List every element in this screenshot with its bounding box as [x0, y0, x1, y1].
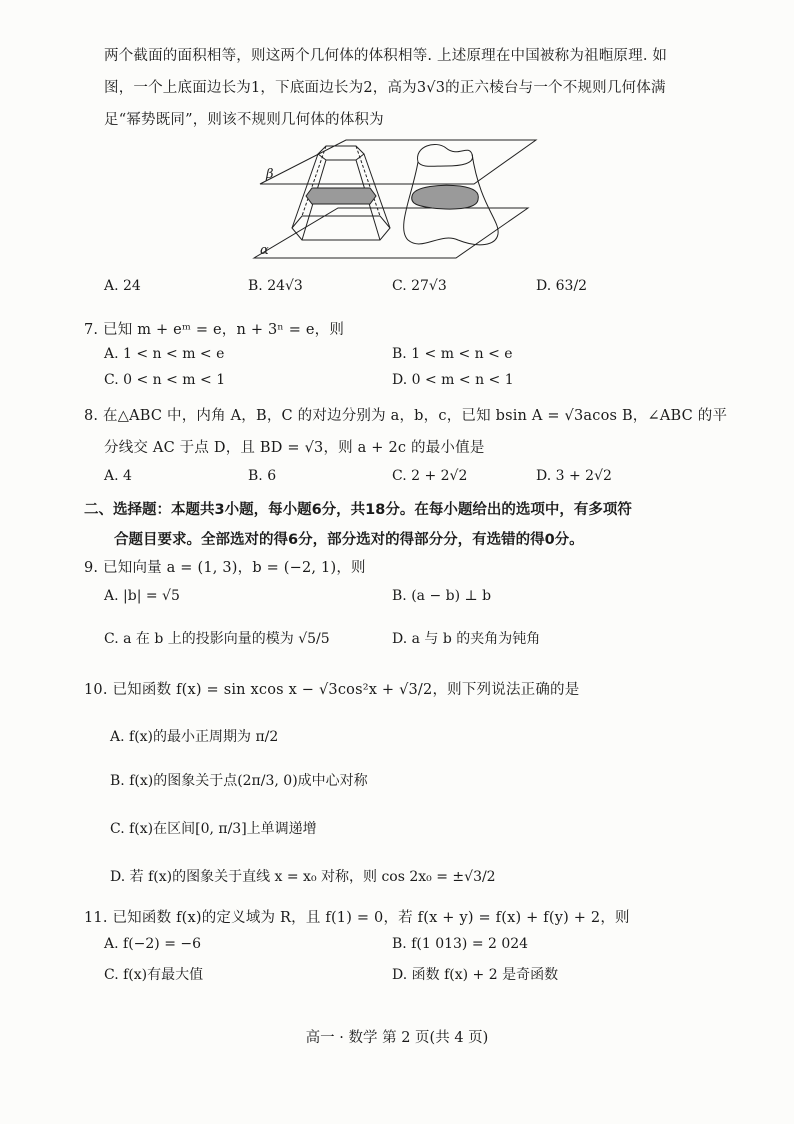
section-2-heading-line-1: 二、选择题：本题共3小题，每小题6分，共18分。在每小题给出的选项中，有多项符 [84, 502, 632, 518]
q6-option-c: C. 27√3 [392, 278, 447, 294]
q11-stem: 11. 已知函数 f(x)的定义域为 R，且 f(1) = 0，若 f(x + y) = f(x) + f(y) + 2，则 [84, 910, 630, 926]
plane-alpha [254, 208, 528, 258]
intro-line-2: 图，一个上底面边长为1，下底面边长为2，高为3√3的正六棱台与一个不规则几何体满 [104, 80, 666, 96]
q8-option-c: C. 2 + 2√2 [392, 468, 468, 484]
q9-option-c: C. a 在 b 上的投影向量的模为 √5/5 [104, 631, 330, 647]
q8-option-b: B. 6 [248, 468, 277, 484]
page-footer: 高一 · 数学 第 2 页(共 4 页) [305, 1030, 489, 1046]
intro-line-3: 足“幂势既同”，则该不规则几何体的体积为 [104, 112, 384, 128]
section-2-heading-line-2: 合题目要求。全部选对的得6分，部分选对的得部分分，有选错的得0分。 [114, 532, 584, 548]
q11-option-d: D. 函数 f(x) + 2 是奇函数 [392, 967, 559, 983]
q8-option-d: D. 3 + 2√2 [536, 468, 612, 484]
plane-beta [260, 140, 536, 184]
q9-stem: 9. 已知向量 a = (1, 3)，b = (−2, 1)，则 [84, 560, 366, 576]
q7-option-a: A. 1 < n < m < e [104, 346, 225, 362]
q7-option-b: B. 1 < m < n < e [392, 346, 513, 362]
q8-stem-line-1: 8. 在△ABC 中，内角 A，B，C 的对边分别为 a，b，c，已知 bsin A = √3acos B，∠ABC 的平 [84, 408, 728, 424]
q9-option-d: D. a 与 b 的夹角为钝角 [392, 631, 541, 647]
q6-option-b: B. 24√3 [248, 278, 303, 294]
q9-option-a: A. |b| = √5 [104, 588, 180, 604]
q9-option-b: B. (a − b) ⊥ b [392, 588, 492, 604]
q7-option-d: D. 0 < m < n < 1 [392, 372, 514, 388]
q6-option-d: D. 63/2 [536, 278, 588, 294]
intro-line-1: 两个截面的面积相等，则这两个几何体的体积相等. 上述原理在中国被称为祖暅原理. 如 [104, 48, 668, 64]
plane-beta-label: β [266, 167, 274, 182]
q10-option-a: A. f(x)的最小正周期为 π/2 [110, 729, 279, 745]
frustum-cross-section [306, 188, 376, 204]
q7-option-c: C. 0 < n < m < 1 [104, 372, 226, 388]
q8-stem-line-2: 分线交 AC 于点 D，且 BD = √3，则 a + 2c 的最小值是 [104, 440, 485, 456]
irregular-solid [404, 144, 498, 244]
plane-alpha-label: α [260, 243, 269, 258]
q7-stem: 7. 已知 m + eᵐ = e，n + 3ⁿ = e，则 [84, 322, 345, 338]
q11-option-c: C. f(x)有最大值 [104, 967, 204, 983]
q8-option-a: A. 4 [104, 468, 132, 484]
q10-option-c: C. f(x)在区间[0, π/3]上单调递增 [110, 821, 317, 837]
q11-option-b: B. f(1 013) = 2 024 [392, 936, 529, 952]
q10-option-d: D. 若 f(x)的图象关于直线 x = x₀ 对称，则 cos 2x₀ = ±√3/2 [110, 869, 496, 885]
q10-stem: 10. 已知函数 f(x) = sin xcos x − √3cos²x + √3/2，则下列说法正确的是 [84, 682, 580, 698]
q6-option-a: A. 24 [104, 278, 141, 294]
zu-geng-figure [246, 136, 552, 264]
q10-option-b: B. f(x)的图象关于点(2π/3, 0)成中心对称 [110, 773, 368, 789]
q11-option-a: A. f(−2) = −6 [104, 936, 202, 952]
irregular-cross-section [412, 185, 479, 209]
